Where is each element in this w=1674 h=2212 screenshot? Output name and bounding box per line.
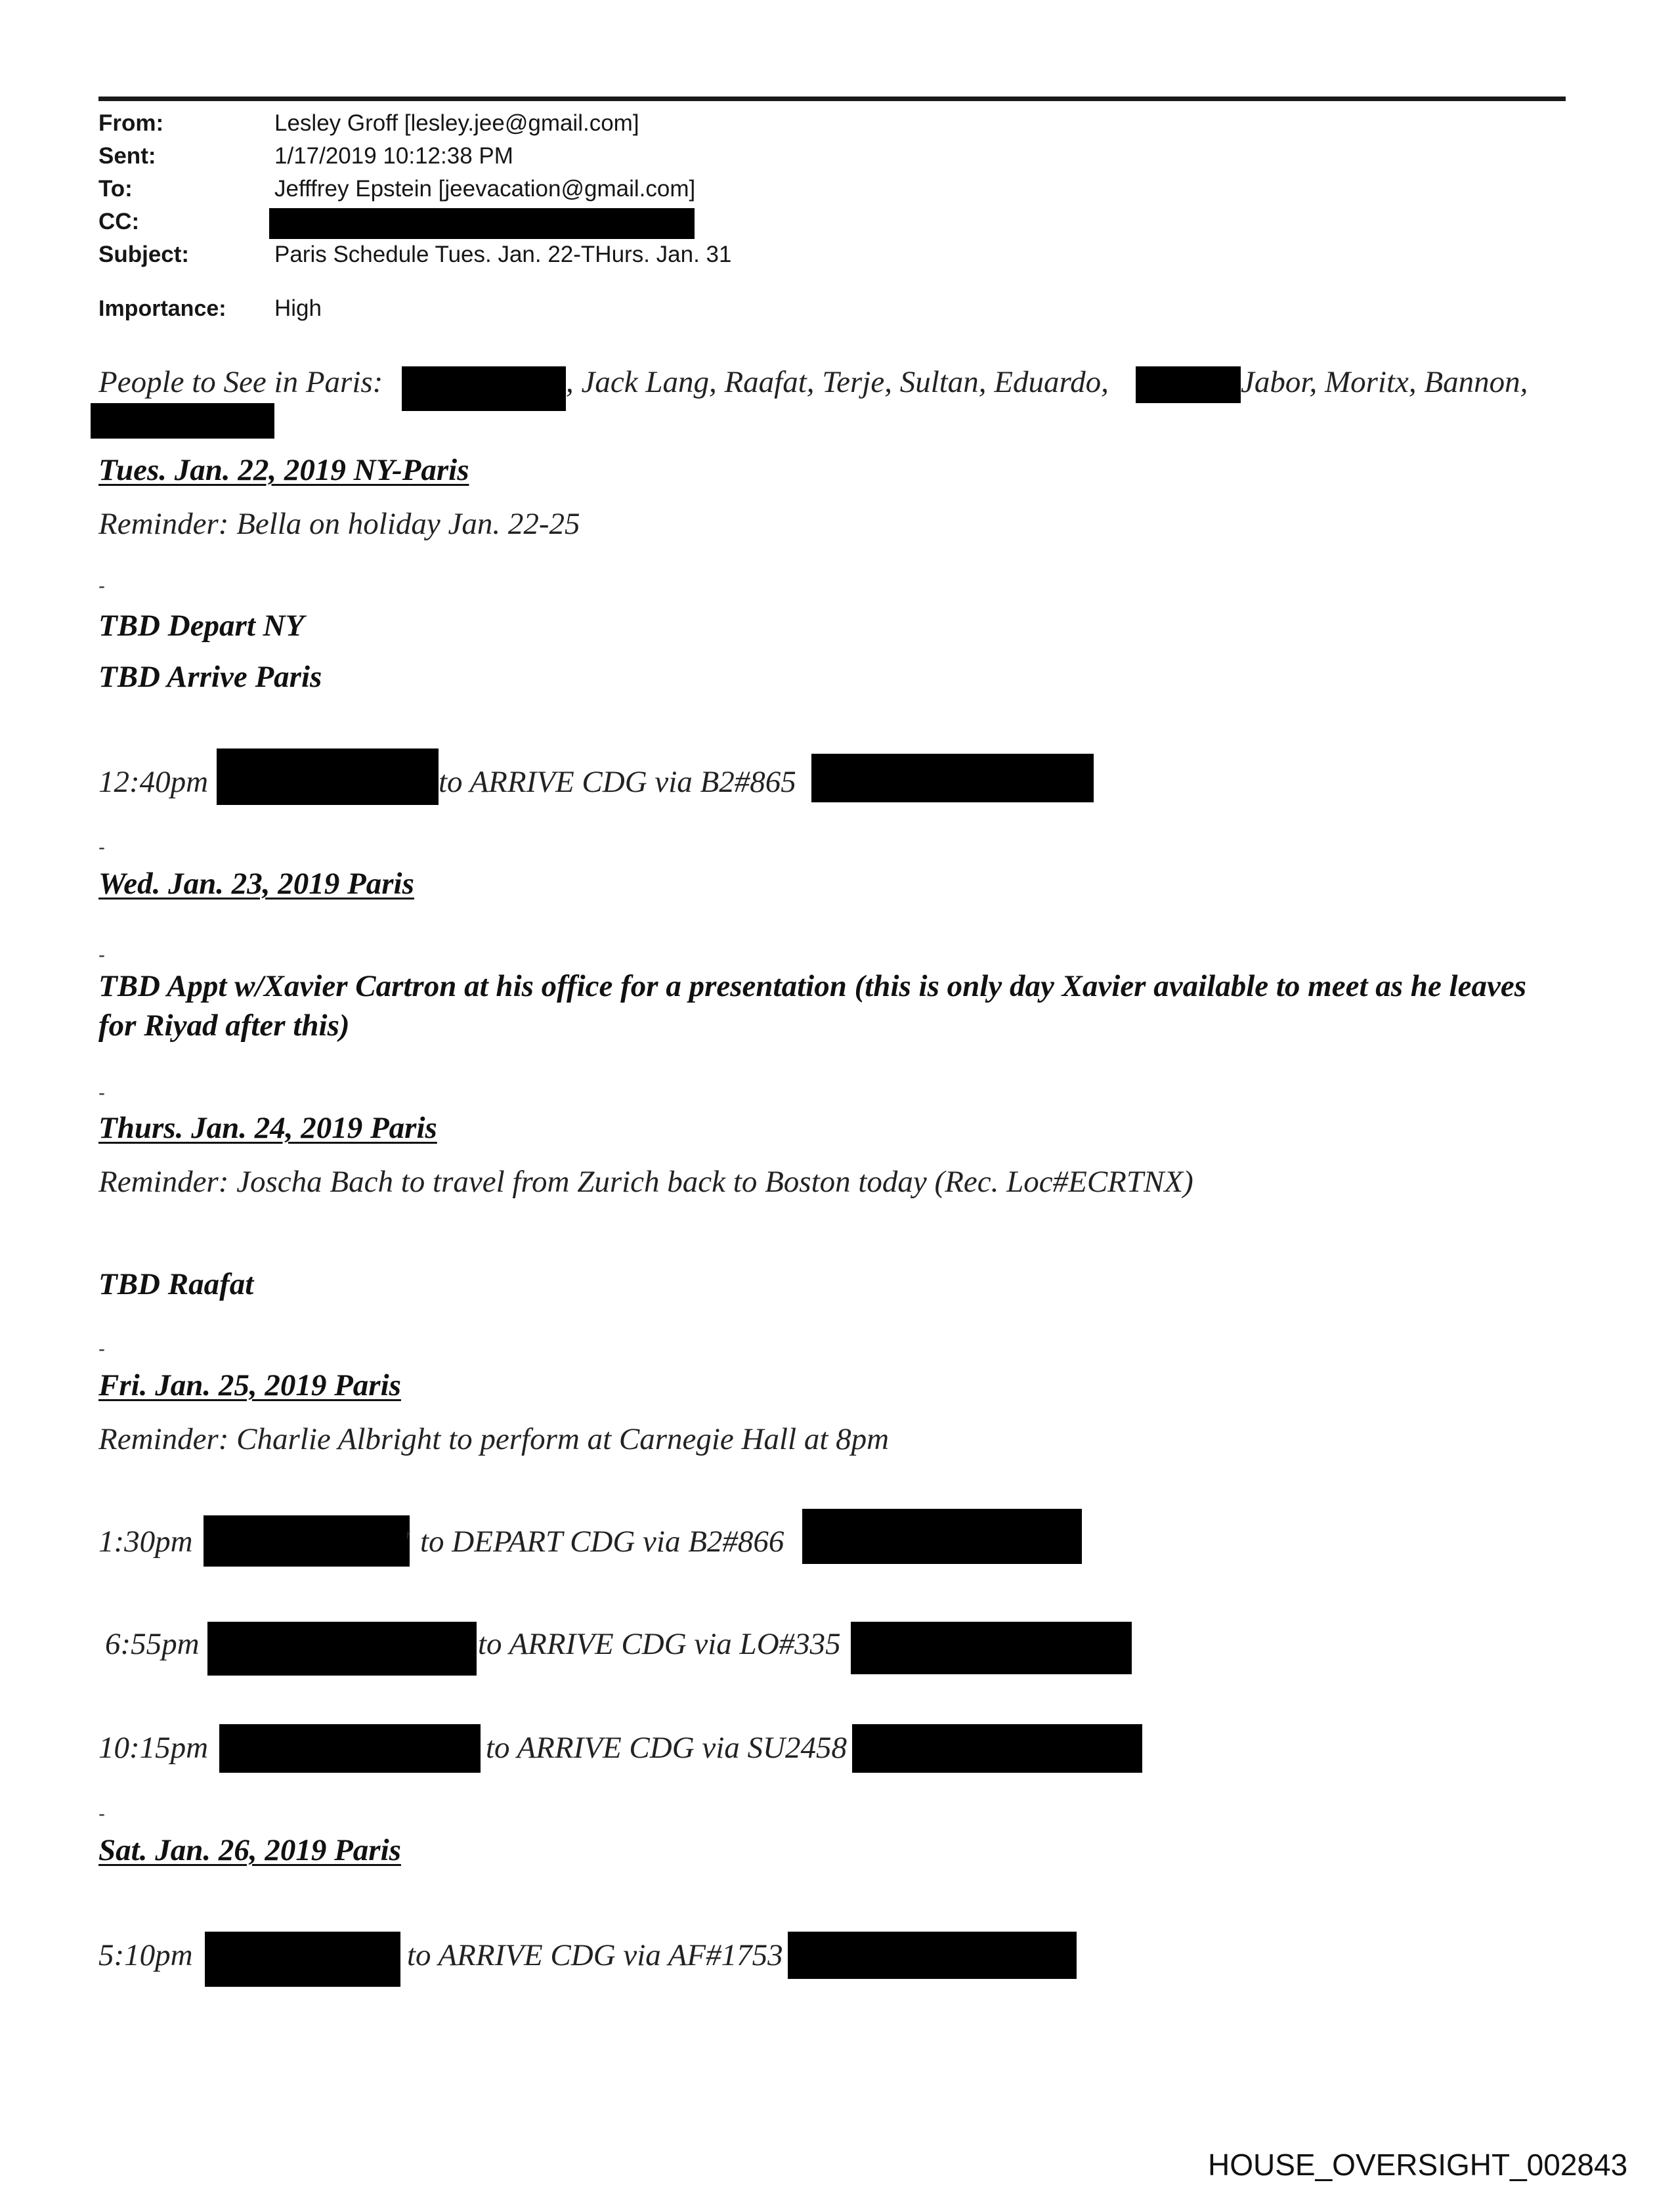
tbd-depart: TBD Depart NY: [98, 609, 305, 643]
redaction-tick: ': [403, 1525, 410, 1559]
date-heading-wed: Wed. Jan. 23, 2019 Paris: [98, 867, 414, 901]
flight-detail: to ARRIVE CDG via B2#865: [439, 765, 796, 799]
to-label: To:: [98, 176, 133, 202]
redaction-block: [1136, 366, 1241, 403]
redaction-block: [219, 1724, 481, 1773]
redaction-block: [788, 1932, 1077, 1979]
flight-time: 5:10pm: [98, 1938, 193, 1972]
separator-dash: -: [98, 1082, 105, 1104]
people-list: , Jack Lang, Raafat, Terje, Sultan, Eduardo,: [566, 365, 1109, 399]
importance-label: Importance:: [98, 296, 226, 321]
redaction-block: [852, 1724, 1142, 1773]
redaction-block: [851, 1622, 1132, 1674]
reminder-fri: Reminder: Charlie Albright to perform at Carnegie Hall at 8pm: [98, 1422, 890, 1456]
date-heading-thu: Thurs. Jan. 24, 2019 Paris: [98, 1111, 437, 1145]
bates-number: HOUSE_OVERSIGHT_002843: [1208, 2148, 1628, 2182]
sent-value: 1/17/2019 10:12:38 PM: [274, 143, 513, 169]
redaction-block: [91, 403, 274, 439]
reminder-tue: Reminder: Bella on holiday Jan. 22-25: [98, 507, 580, 541]
date-heading-sat: Sat. Jan. 26, 2019 Paris: [98, 1833, 401, 1867]
subject-value: Paris Schedule Tues. Jan. 22-THurs. Jan. 31: [274, 242, 732, 267]
from-label: From:: [98, 110, 164, 136]
redaction-block: [269, 208, 695, 239]
flight-time: 1:30pm: [98, 1525, 193, 1559]
from-value: Lesley Groff [lesley.jee@gmail.com]: [274, 110, 639, 136]
flight-time: 10:15pm: [98, 1731, 209, 1765]
header-rule: [98, 97, 1566, 101]
subject-label: Subject:: [98, 242, 190, 267]
appointment-xavier: TBD Appt w/Xavier Cartron at his office for a presentation (this is only day Xavier available to meet as he leaves for Riyad after this): [98, 969, 1526, 1043]
redaction-block: [802, 1509, 1082, 1564]
flight-detail: to ARRIVE CDG via LO#335: [478, 1627, 841, 1661]
redaction-block: [204, 1515, 410, 1567]
cc-label: CC:: [98, 209, 140, 234]
flight-time: 6:55pm: [105, 1627, 200, 1661]
people-prefix: People to See in Paris:: [98, 365, 383, 399]
redaction-block: [811, 754, 1094, 802]
redaction-block: [207, 1622, 477, 1676]
flight-detail: to ARRIVE CDG via SU2458: [486, 1731, 848, 1765]
separator-dash: -: [98, 836, 105, 858]
separator-dash: -: [98, 944, 105, 966]
flight-time: 12:40pm: [98, 765, 209, 799]
importance-value: High: [274, 295, 322, 321]
people-list-end: Jabor, Moritx, Bannon,: [1241, 365, 1528, 399]
separator-dash: -: [98, 575, 105, 597]
tbd-raafat: TBD Raafat: [98, 1267, 254, 1301]
separator-dash: -: [98, 1803, 105, 1825]
reminder-thu: Reminder: Joscha Bach to travel from Zurich back to Boston today (Rec. Loc#ECRTNX): [98, 1165, 1193, 1199]
flight-detail: to DEPART CDG via B2#866: [420, 1525, 784, 1559]
redaction-block: [402, 366, 566, 411]
redaction-block: [205, 1932, 400, 1987]
tbd-arrive: TBD Arrive Paris: [98, 660, 322, 694]
separator-dash: -: [98, 1338, 105, 1360]
flight-detail: to ARRIVE CDG via AF#1753: [407, 1938, 783, 1972]
date-heading-fri: Fri. Jan. 25, 2019 Paris: [98, 1368, 401, 1402]
redaction-block: [217, 748, 439, 805]
date-heading-tue: Tues. Jan. 22, 2019 NY-Paris: [98, 453, 469, 487]
sent-label: Sent:: [98, 143, 156, 169]
to-value: Jefffrey Epstein [jeevacation@gmail.com]: [274, 176, 696, 202]
